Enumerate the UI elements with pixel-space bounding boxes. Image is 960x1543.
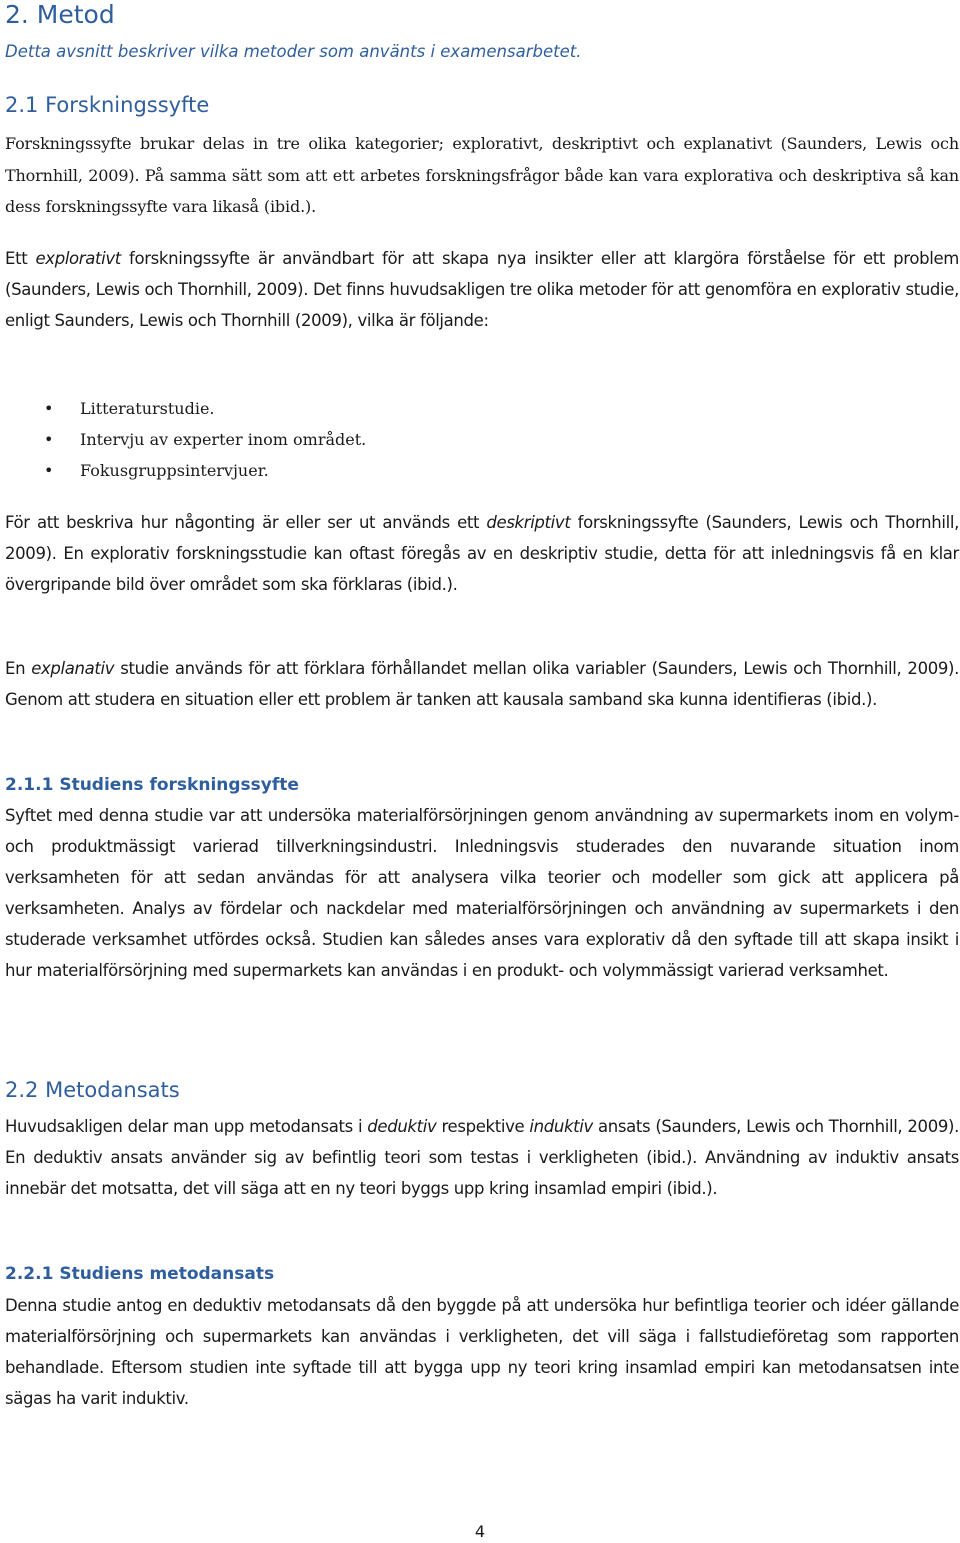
bullet-glyph: • [44,430,54,449]
list-item [44,393,366,424]
chapter-heading: 2. Metod [5,0,115,29]
list-item [44,455,366,486]
text-run: För att beskriva hur någonting är eller ser ut används ett [5,513,480,532]
paragraph-explanativ [5,653,959,715]
list-item-text: Intervju av experter inom området. [80,430,367,449]
emphasis-explanativ: explanativ [31,659,115,678]
text-run: forskningssyfte (Saunders, Lewis och Thornhill, 2009). En explorativ forskningsstudie kan oftast föregås av en deskriptiv studie, detta för att inledningsvis få en klar övergripande bild över området som ska förklaras (ibid.). [5,513,959,594]
section-heading-2-2: 2.2 Metodansats [5,1078,180,1102]
paragraph-studiens-metodansats: Denna studie antog en deduktiv metodansats då den byggde på att undersöka hur befintliga teorier och idéer gällande materialförsörjning och supermarkets kan användas i verkligheten, det vill säga i fallstudieföretag som rapporten behandlade. Eftersom studien inte syftade till att bygga upp ny teori kring insamlad empiri kan metodansatsen inte sägas ha varit induktiv. [5,1296,959,1408]
text-run: Huvudsakligen delar man upp metodansats i [5,1117,363,1136]
section-heading-2-2-1: 2.2.1 Studiens metodansats [5,1264,275,1284]
section-heading-2-1-1: 2.1.1 Studiens forskningssyfte [5,775,299,795]
text-run: Ett [5,249,28,268]
methods-bullet-list [44,393,366,486]
paragraph-forskningssyfte-kategorier: Forskningssyfte brukar delas in tre olika kategorier; explorativt, deskriptivt och explanativt (Saunders, Lewis och Thornhill, 2009). På samma sätt som att ett arbetes forskningsfrågor både kan vara explorativa och deskriptiva så kan dess forskningssyfte vara likaså (ibid.). [5,134,959,216]
list-item-text: Fokusgruppsintervjuer. [80,461,269,480]
paragraph-deskriptivt [5,507,959,600]
text-run: En [5,659,26,678]
page-number: 4 [474,1522,486,1541]
text-run: forskningssyfte är användbart för att skapa nya insikter eller att klargöra förståelse för ett problem (Saunders, Lewis och Thornhill, 2009). Det finns huvudsakligen tre olika metoder för att genomföra en explorativ studie, enligt Saunders, Lewis och Thornhill (2009), vilka är följande: [5,249,960,330]
list-item-text: Litteraturstudie. [80,399,215,418]
emphasis-explorativt: explorativt [35,249,121,268]
emphasis-deskriptivt: deskriptivt [486,513,571,532]
section-heading-2-1: 2.1 Forskningssyfte [5,93,210,117]
text-run: ansats (Saunders, Lewis och Thornhill, 2009). En deduktiv ansats använder sig av befintlig teori som testas i verkligheten (ibid.). Användning av induktiv ansats innebär det motsatta, det vill säga att en ny teori byggs upp kring insamlad empiri (ibid.). [5,1117,959,1198]
list-item [44,424,366,455]
text-run: studie används för att förklara förhållandet mellan olika variabler (Saunders, Lewis och Thornhill, 2009). Genom att studera en situation eller ett problem är tanken att kausala samband ska kunna identifieras (ibid.). [5,659,959,709]
chapter-intro: Detta avsnitt beskriver vilka metoder som använts i examensarbetet. [5,42,582,61]
bullet-glyph: • [44,461,54,480]
paragraph-explorativt [5,243,959,336]
emphasis-deduktiv: deduktiv [367,1117,437,1136]
text-run: respektive [441,1117,525,1136]
bullet-glyph: • [44,399,54,418]
paragraph-metodansats [5,1111,959,1204]
paragraph-studiens-forskningssyfte: Syftet med denna studie var att undersöka materialförsörjningen genom användning av supermarkets inom en volym- och produktmässigt varierad tillverkningsindustri. Inledningsvis studerades den nuvarande situation inom verksamheten för att sedan användas för att analysera vilka teorier och modeller som gick att applicera på verksamheten. Analys av fördelar och nackdelar med materialförsörjningen och användning av supermarkets i den studerade verksamhet utfördes också. Studien kan således anses vara explorativ då den syftade till att skapa insikt i hur materialförsörjning med supermarkets kan användas i en produkt- och volymmässigt varierad verksamhet. [5,806,959,980]
emphasis-induktiv: induktiv [529,1117,593,1136]
